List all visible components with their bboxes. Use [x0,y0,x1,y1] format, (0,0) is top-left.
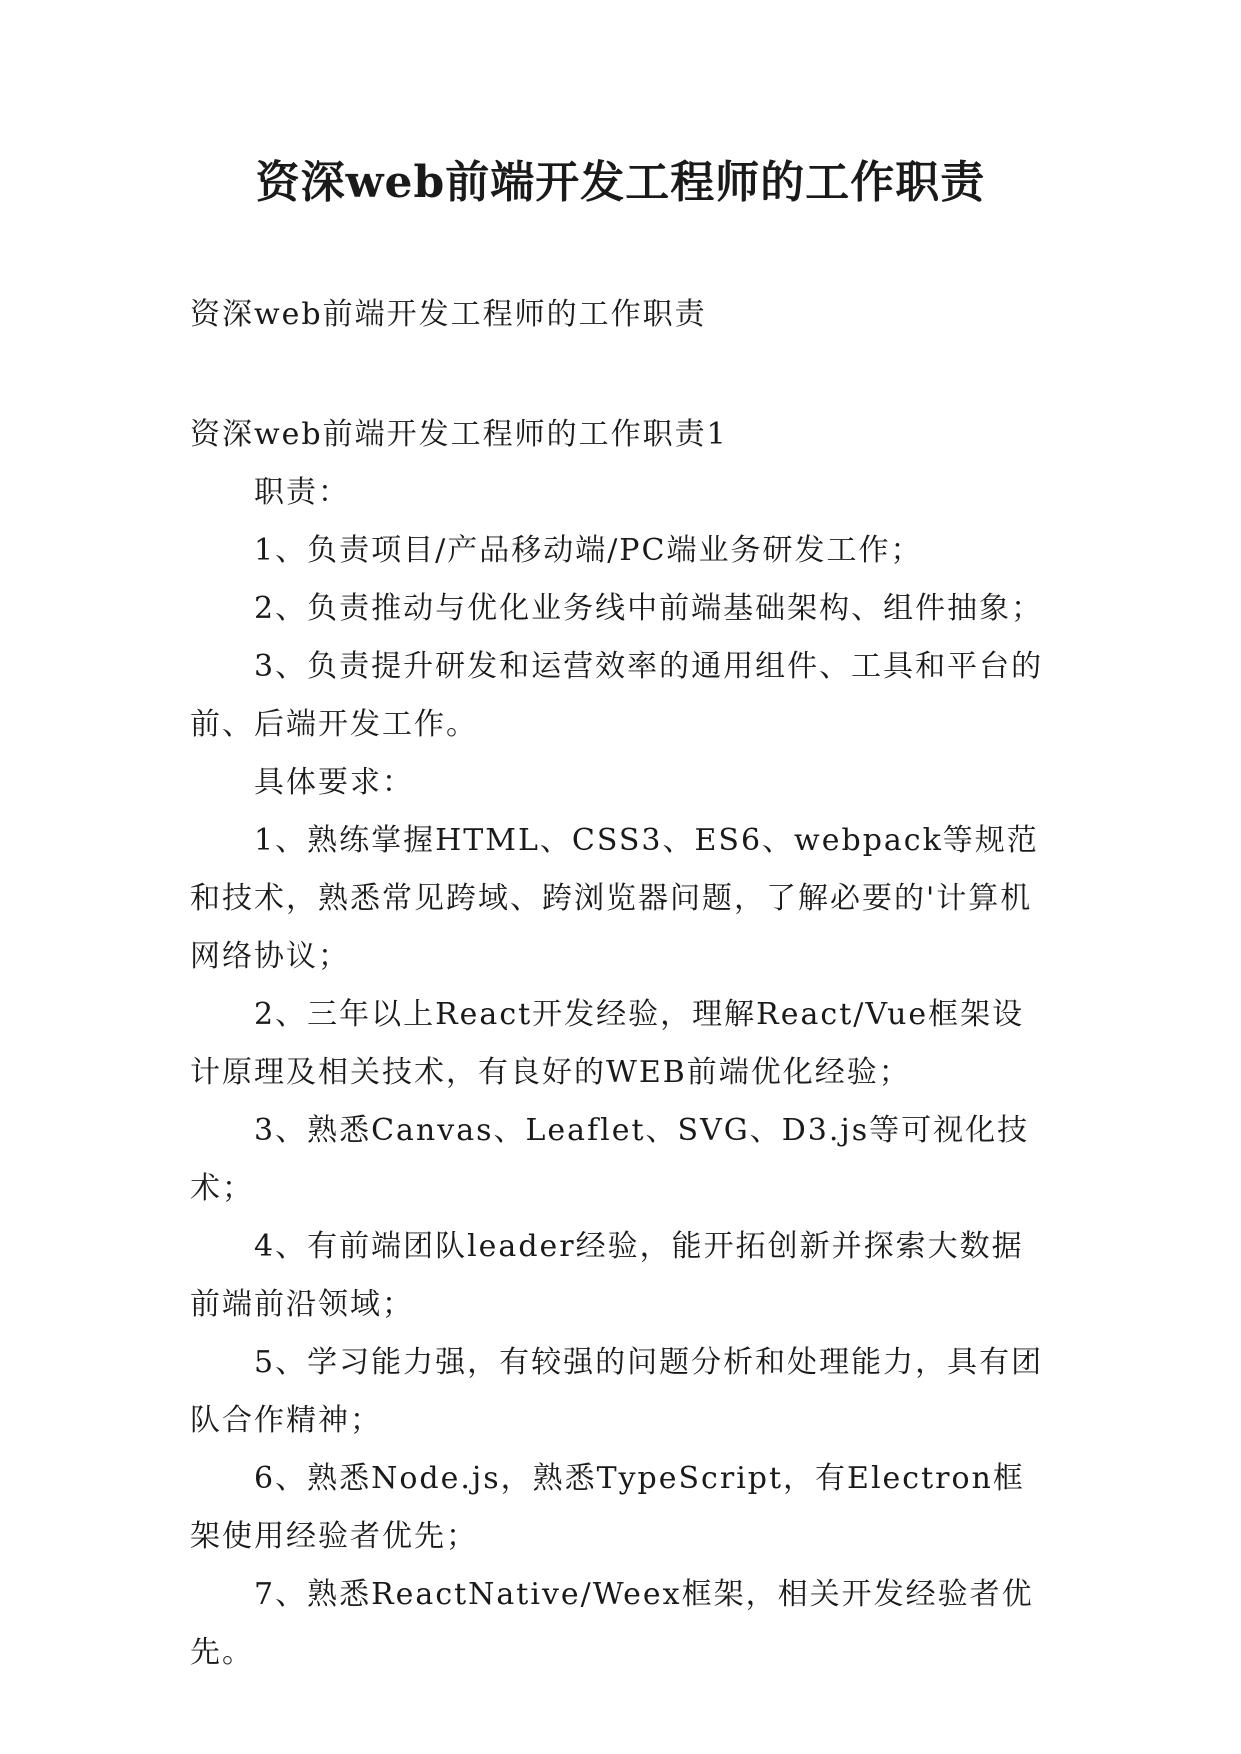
requirements-label: 具体要求： [254,765,414,800]
duty-item: 3、负责提升研发和运营效率的通用组件、工具和平台的前、后端开发工作。 [190,649,1044,742]
requirement-item: 2、三年以上React开发经验，理解React/Vue框架设计原理及相关技术，有良好的WEB前端优化经验； [190,997,1025,1090]
duty-item: 1、负责项目/产品移动端/PC端业务研发工作； [254,533,923,568]
document-title: 资深web前端开发工程师的工作职责 [255,157,986,208]
requirement-item: 6、熟悉Node.js，熟悉TypeScript，有Electron框架使用经验者优先； [190,1461,1025,1554]
requirement-item: 1、熟练掌握HTML、CSS3、ES6、webpack等规范和技术，熟悉常见跨域、跨浏览器问题，了解必要的'计算机网络协议； [190,823,1039,974]
duty-item: 2、负责推动与优化业务线中前端基础架构、组件抽象； [254,591,1044,626]
duties-label: 职责： [254,475,350,510]
requirement-item: 7、熟悉ReactNative/Weex框架，相关开发经验者优先。 [190,1577,1034,1670]
document-body [190,406,1050,1682]
document-subtitle: 资深web前端开发工程师的工作职责 [190,297,707,332]
requirement-item: 3、熟悉Canvas、Leaflet、SVG、D3.js等可视化技术； [190,1113,1030,1206]
requirement-item: 4、有前端团队leader经验，能开拓创新并探索大数据前端前沿领域； [190,1229,1024,1322]
requirement-item: 5、学习能力强，有较强的问题分析和处理能力，具有团队合作精神； [190,1345,1044,1438]
section-heading: 资深web前端开发工程师的工作职责1 [190,417,728,452]
